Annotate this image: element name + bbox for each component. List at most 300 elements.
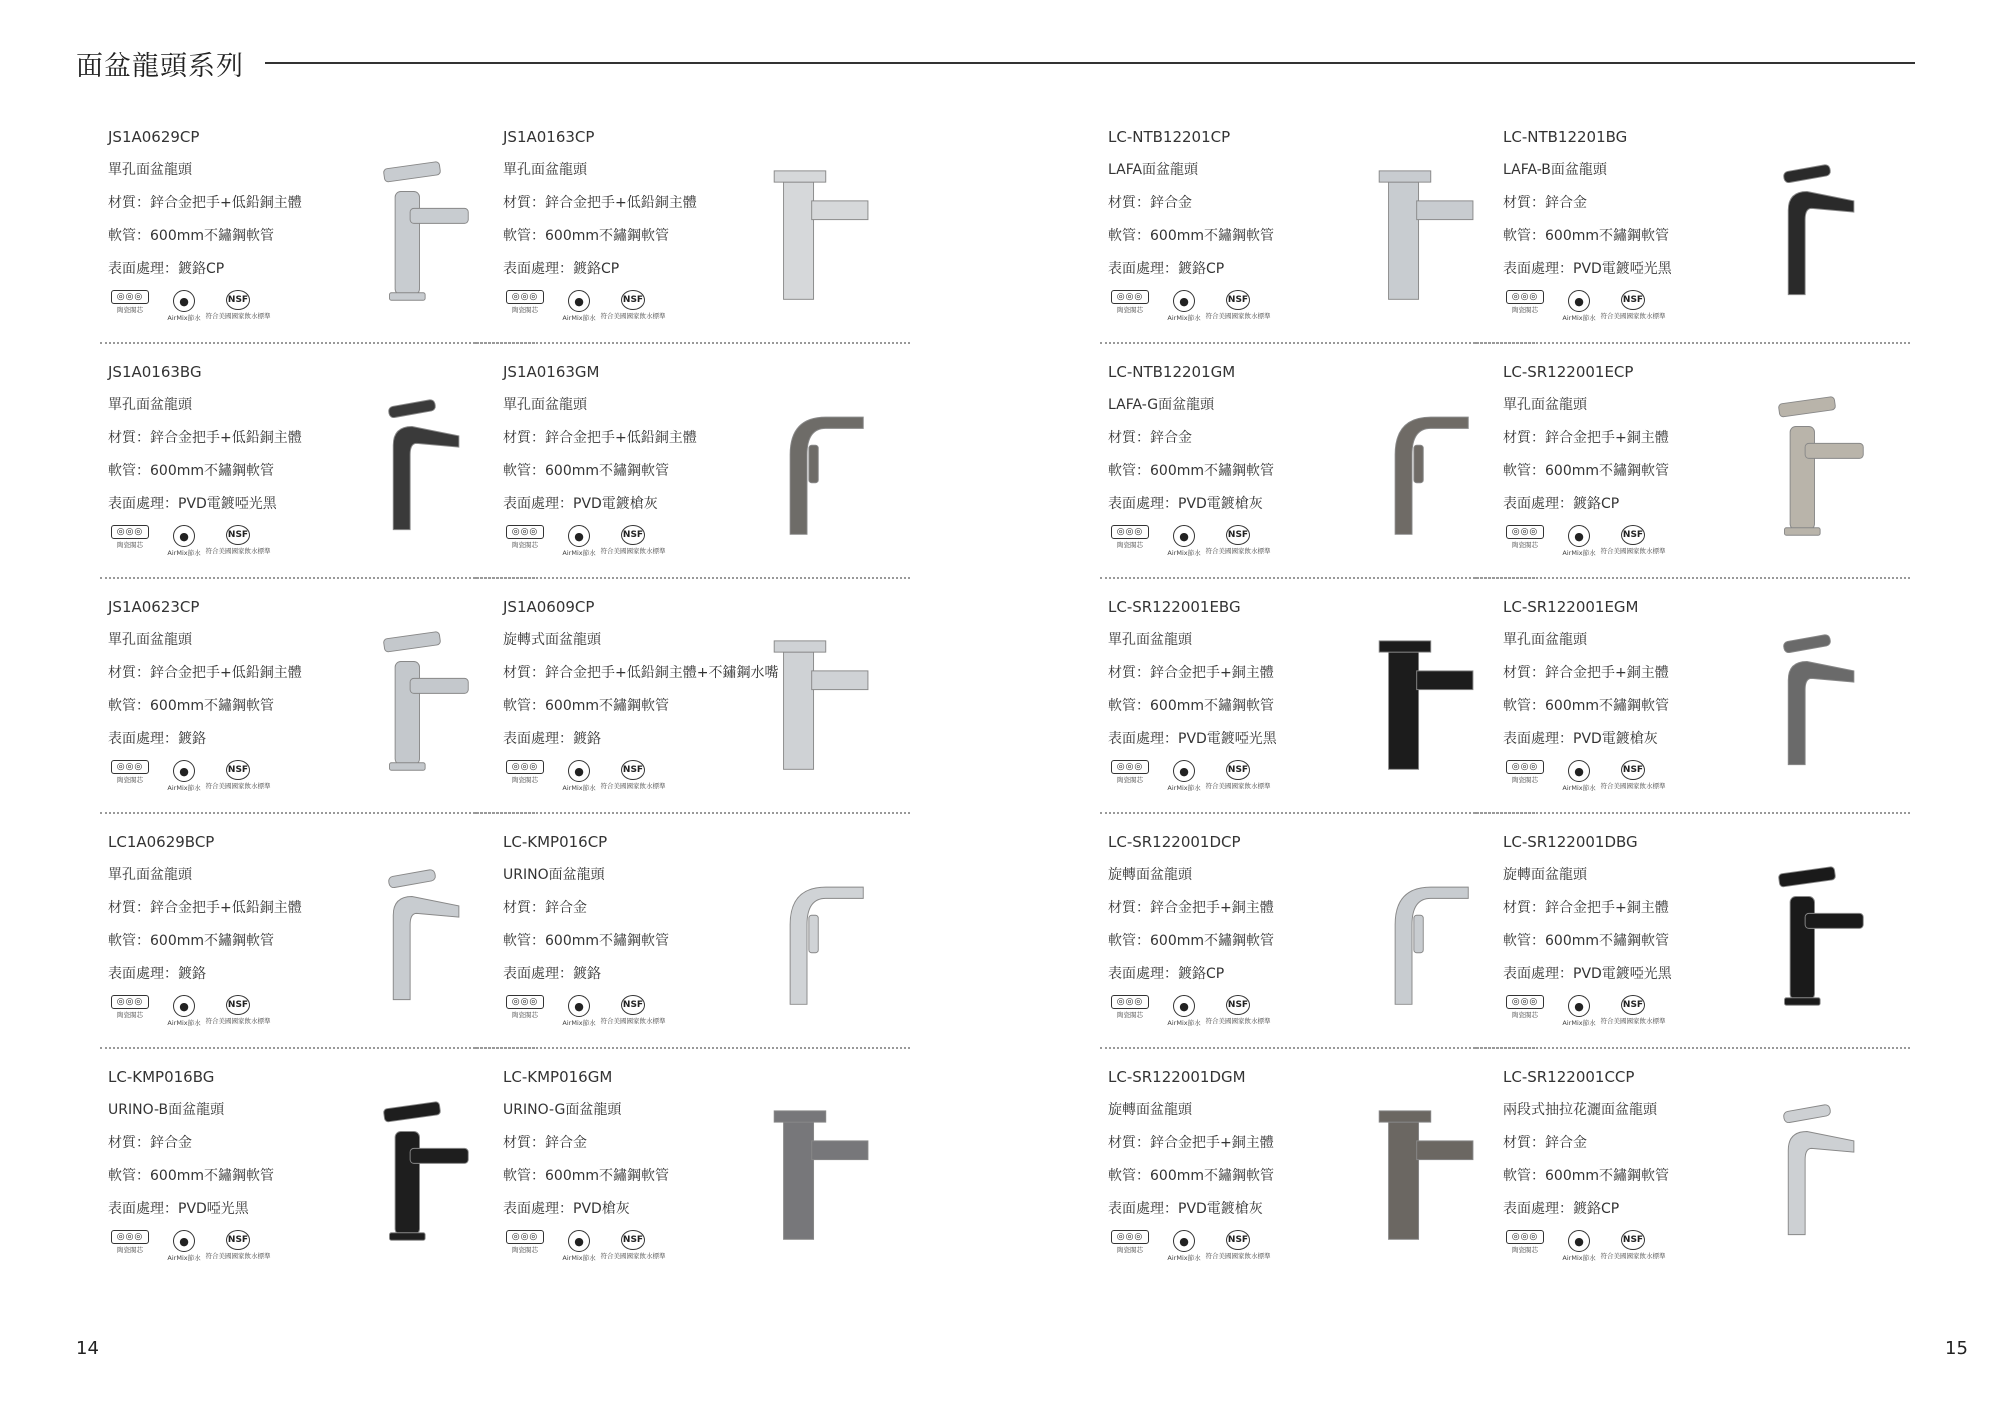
feature-badge [205, 1230, 271, 1261]
feature-badge [1108, 995, 1152, 1020]
nsf-badge-icon: NSF [1621, 290, 1645, 310]
product-card [495, 1055, 890, 1290]
feature-label: 符合美國國家飲水標準 [1600, 312, 1666, 320]
feature-badge [162, 1230, 206, 1263]
product-card [100, 115, 495, 350]
feature-label: AirMix節水 [1562, 1254, 1596, 1262]
feature-icons [1503, 290, 1743, 323]
feature-label: 符合美國國家飲水標準 [205, 312, 271, 320]
faucet-image [732, 854, 882, 1014]
feature-badge [162, 760, 206, 793]
feature-label: AirMix節水 [562, 314, 596, 322]
feature-icons [503, 1230, 743, 1263]
faucet-image [1337, 1089, 1487, 1249]
feature-label: 陶瓷閥芯 [1117, 776, 1143, 784]
airmix-drop-icon: ● [1173, 1230, 1195, 1252]
faucet-image [337, 149, 487, 309]
ceramic-cartridge-icon: ◎◎◎ [506, 1230, 544, 1244]
feature-label: AirMix節水 [1167, 1254, 1201, 1262]
product-name: 單孔面盆龍頭 [1108, 632, 1192, 648]
feature-badge [108, 995, 152, 1020]
product-finish: 表面處理：鍍鉻CP [1503, 496, 1620, 512]
product-finish: 表面處理：鍍鉻 [503, 966, 601, 982]
feature-label: 陶瓷閥芯 [1117, 1246, 1143, 1254]
feature-badge [1503, 995, 1547, 1020]
feature-icons [108, 760, 348, 793]
feature-badge [1162, 760, 1206, 793]
feature-badge [503, 1230, 547, 1255]
feature-label: AirMix節水 [562, 1254, 596, 1262]
feature-label: 陶瓷閥芯 [117, 1246, 143, 1254]
feature-badge [108, 525, 152, 550]
product-card [1100, 350, 1495, 585]
product-code: LC-SR122001DBG [1503, 833, 1638, 851]
product-material: 材質：鋅合金把手+低鉛銅主體 [503, 195, 697, 211]
product-code: LC-NTB12201CP [1108, 128, 1231, 146]
product-info [1108, 363, 1348, 558]
product-info [1108, 128, 1348, 323]
product-hose: 軟管：600mm不鏽鋼軟管 [1108, 228, 1274, 244]
product-card [1495, 115, 1890, 350]
product-code: LC-KMP016GM [503, 1068, 613, 1086]
product-name: 單孔面盆龍頭 [108, 632, 192, 648]
feature-label: AirMix節水 [562, 549, 596, 557]
page-number-right: 15 [1945, 1338, 1968, 1359]
feature-label: AirMix節水 [167, 314, 201, 322]
feature-label: 符合美國國家飲水標準 [1205, 1252, 1271, 1260]
feature-label: AirMix節水 [562, 784, 596, 792]
product-code: LC-SR122001DGM [1108, 1068, 1246, 1086]
product-material: 材質：鋅合金 [108, 1135, 192, 1151]
feature-badge [108, 1230, 152, 1255]
product-finish: 表面處理：鍍鉻 [108, 731, 206, 747]
feature-badge [557, 1230, 601, 1263]
product-hose: 軟管：600mm不鏽鋼軟管 [1108, 933, 1274, 949]
product-material: 材質：鋅合金把手+低鉛銅主體 [503, 430, 697, 446]
feature-badge [600, 290, 666, 321]
feature-label: 陶瓷閥芯 [117, 1011, 143, 1019]
feature-label: AirMix節水 [1562, 784, 1596, 792]
airmix-drop-icon: ● [173, 525, 195, 547]
product-card [100, 1055, 495, 1290]
product-finish: 表面處理：PVD電鍍槍灰 [1108, 1201, 1263, 1217]
product-finish: 表面處理：PVD槍灰 [503, 1201, 630, 1217]
product-code: JS1A0163BG [108, 363, 202, 381]
product-card [1100, 1055, 1495, 1290]
feature-badge [1600, 760, 1666, 791]
feature-label: 陶瓷閥芯 [1117, 306, 1143, 314]
right-page-grid [1100, 115, 1890, 1290]
feature-badge [1162, 290, 1206, 323]
product-info [1503, 598, 1743, 793]
product-card [495, 350, 890, 585]
product-hose: 軟管：600mm不鏽鋼軟管 [1503, 463, 1669, 479]
product-info [1108, 598, 1348, 793]
airmix-drop-icon: ● [173, 760, 195, 782]
feature-label: AirMix節水 [562, 1019, 596, 1027]
product-material: 材質：鋅合金 [1108, 430, 1192, 446]
feature-badge [1600, 525, 1666, 556]
feature-badge [1557, 995, 1601, 1028]
product-info [1108, 1068, 1348, 1263]
product-info [108, 1068, 348, 1263]
feature-icons [503, 290, 743, 323]
feature-badge [1503, 760, 1547, 785]
airmix-drop-icon: ● [173, 1230, 195, 1252]
product-info [1503, 833, 1743, 1028]
feature-label: 符合美國國家飲水標準 [1600, 1252, 1666, 1260]
faucet-image [1337, 384, 1487, 544]
product-name: URINO面盆龍頭 [503, 867, 605, 883]
faucet-image [1337, 149, 1487, 309]
product-info [1503, 363, 1743, 558]
nsf-badge-icon: NSF [1226, 525, 1250, 545]
nsf-badge-icon: NSF [226, 290, 250, 310]
feature-badge [503, 760, 547, 785]
airmix-drop-icon: ● [568, 525, 590, 547]
airmix-drop-icon: ● [1173, 290, 1195, 312]
feature-label: 符合美國國家飲水標準 [1205, 1017, 1271, 1025]
product-info [503, 363, 743, 558]
ceramic-cartridge-icon: ◎◎◎ [506, 525, 544, 539]
feature-label: 陶瓷閥芯 [1117, 541, 1143, 549]
product-hose: 軟管：600mm不鏽鋼軟管 [108, 698, 274, 714]
feature-label: 符合美國國家飲水標準 [1600, 782, 1666, 790]
ceramic-cartridge-icon: ◎◎◎ [1111, 290, 1149, 304]
feature-badge [1162, 525, 1206, 558]
faucet-image [1732, 149, 1882, 309]
feature-badge [557, 995, 601, 1028]
product-info [108, 128, 348, 323]
feature-badge [162, 525, 206, 558]
feature-icons [108, 995, 348, 1028]
airmix-drop-icon: ● [173, 995, 195, 1017]
product-code: LC-SR122001EBG [1108, 598, 1241, 616]
feature-badge [600, 525, 666, 556]
product-name: 單孔面盆龍頭 [1503, 632, 1587, 648]
product-material: 材質：鋅合金 [503, 1135, 587, 1151]
product-name: 單孔面盆龍頭 [108, 397, 192, 413]
feature-icons [1108, 760, 1348, 793]
product-material: 材質：鋅合金 [1503, 1135, 1587, 1151]
ceramic-cartridge-icon: ◎◎◎ [1506, 995, 1544, 1009]
feature-badge [600, 995, 666, 1026]
feature-badge [1600, 290, 1666, 321]
nsf-badge-icon: NSF [1226, 1230, 1250, 1250]
left-page-grid [100, 115, 890, 1290]
nsf-badge-icon: NSF [621, 995, 645, 1015]
product-hose: 軟管：600mm不鏽鋼軟管 [503, 1168, 669, 1184]
feature-label: AirMix節水 [167, 784, 201, 792]
product-name: 旋轉式面盆龍頭 [503, 632, 601, 648]
product-card [1495, 585, 1890, 820]
product-finish: 表面處理：鍍鉻 [108, 966, 206, 982]
feature-badge [1108, 1230, 1152, 1255]
airmix-drop-icon: ● [173, 290, 195, 312]
airmix-drop-icon: ● [568, 1230, 590, 1252]
product-code: LC-SR122001ECP [1503, 363, 1634, 381]
product-card [495, 820, 890, 1055]
product-name: LAFA-B面盆龍頭 [1503, 162, 1607, 178]
product-finish: 表面處理：PVD電鍍啞光黑 [1503, 966, 1672, 982]
ceramic-cartridge-icon: ◎◎◎ [506, 995, 544, 1009]
feature-label: AirMix節水 [1562, 1019, 1596, 1027]
airmix-drop-icon: ● [1568, 995, 1590, 1017]
product-hose: 軟管：600mm不鏽鋼軟管 [1503, 933, 1669, 949]
product-name: 單孔面盆龍頭 [1503, 397, 1587, 413]
airmix-drop-icon: ● [1568, 290, 1590, 312]
feature-label: 陶瓷閥芯 [1117, 1011, 1143, 1019]
product-info [503, 1068, 743, 1263]
feature-label: 陶瓷閥芯 [1512, 306, 1538, 314]
product-finish: 表面處理：PVD電鍍啞光黑 [1108, 731, 1277, 747]
feature-icons [1503, 525, 1743, 558]
faucet-image [1732, 854, 1882, 1014]
feature-badge [503, 525, 547, 550]
feature-badge [557, 760, 601, 793]
nsf-badge-icon: NSF [1226, 290, 1250, 310]
airmix-drop-icon: ● [1568, 525, 1590, 547]
product-name: URINO-B面盆龍頭 [108, 1102, 225, 1118]
feature-label: 陶瓷閥芯 [1512, 776, 1538, 784]
feature-badge [503, 290, 547, 315]
product-code: LC1A0629BCP [108, 833, 215, 851]
feature-label: 符合美國國家飲水標準 [205, 1017, 271, 1025]
product-hose: 軟管：600mm不鏽鋼軟管 [108, 1168, 274, 1184]
product-hose: 軟管：600mm不鏽鋼軟管 [1503, 228, 1669, 244]
product-name: 旋轉面盆龍頭 [1108, 1102, 1192, 1118]
airmix-drop-icon: ● [1173, 525, 1195, 547]
feature-label: 符合美國國家飲水標準 [600, 312, 666, 320]
feature-badge [1557, 760, 1601, 793]
product-code: JS1A0623CP [108, 598, 200, 616]
feature-icons [1503, 760, 1743, 793]
page-number-left: 14 [76, 1338, 99, 1359]
product-code: LC-NTB12201BG [1503, 128, 1628, 146]
airmix-drop-icon: ● [1568, 760, 1590, 782]
ceramic-cartridge-icon: ◎◎◎ [111, 760, 149, 774]
nsf-badge-icon: NSF [1226, 995, 1250, 1015]
product-material: 材質：鋅合金把手+銅主體 [1503, 430, 1669, 446]
product-finish: 表面處理：鍍鉻CP [1108, 261, 1225, 277]
product-material: 材質：鋅合金把手+銅主體 [1108, 1135, 1274, 1151]
product-card [495, 115, 890, 350]
ceramic-cartridge-icon: ◎◎◎ [111, 1230, 149, 1244]
product-finish: 表面處理：鍍鉻CP [503, 261, 620, 277]
feature-icons [1503, 995, 1743, 1028]
feature-label: 符合美國國家飲水標準 [600, 1017, 666, 1025]
product-name: 單孔面盆龍頭 [108, 867, 192, 883]
airmix-drop-icon: ● [1173, 995, 1195, 1017]
product-finish: 表面處理：鍍鉻 [503, 731, 601, 747]
feature-badge [1108, 290, 1152, 315]
feature-label: AirMix節水 [1562, 314, 1596, 322]
product-hose: 軟管：600mm不鏽鋼軟管 [1503, 1168, 1669, 1184]
ceramic-cartridge-icon: ◎◎◎ [506, 760, 544, 774]
product-info [108, 833, 348, 1028]
feature-icons [1108, 290, 1348, 323]
product-info [108, 598, 348, 793]
feature-icons [108, 290, 348, 323]
product-hose: 軟管：600mm不鏽鋼軟管 [1503, 698, 1669, 714]
nsf-badge-icon: NSF [1621, 525, 1645, 545]
ceramic-cartridge-icon: ◎◎◎ [1506, 760, 1544, 774]
airmix-drop-icon: ● [1568, 1230, 1590, 1252]
product-info [108, 363, 348, 558]
feature-label: 符合美國國家飲水標準 [1205, 782, 1271, 790]
feature-icons [1503, 1230, 1743, 1263]
feature-badge [557, 525, 601, 558]
product-card [100, 820, 495, 1055]
faucet-image [732, 384, 882, 544]
feature-label: 符合美國國家飲水標準 [205, 782, 271, 790]
feature-icons [1108, 995, 1348, 1028]
nsf-badge-icon: NSF [1226, 760, 1250, 780]
product-material: 材質：鋅合金把手+低鉛銅主體 [108, 430, 302, 446]
ceramic-cartridge-icon: ◎◎◎ [1506, 290, 1544, 304]
feature-label: AirMix節水 [1167, 784, 1201, 792]
ceramic-cartridge-icon: ◎◎◎ [1111, 1230, 1149, 1244]
product-name: LAFA-G面盆龍頭 [1108, 397, 1215, 413]
feature-label: 陶瓷閥芯 [512, 541, 538, 549]
feature-badge [205, 525, 271, 556]
product-code: JS1A0609CP [503, 598, 595, 616]
feature-label: 陶瓷閥芯 [117, 541, 143, 549]
feature-badge [503, 995, 547, 1020]
feature-label: 陶瓷閥芯 [512, 1246, 538, 1254]
nsf-badge-icon: NSF [621, 525, 645, 545]
product-info [1503, 1068, 1743, 1263]
feature-badge [205, 760, 271, 791]
feature-badge [600, 760, 666, 791]
feature-badge [1557, 525, 1601, 558]
product-code: LC-KMP016CP [503, 833, 608, 851]
header-rule [265, 62, 1915, 64]
product-hose: 軟管：600mm不鏽鋼軟管 [503, 933, 669, 949]
ceramic-cartridge-icon: ◎◎◎ [1506, 525, 1544, 539]
feature-badge [1108, 525, 1152, 550]
feature-badge [1205, 760, 1271, 791]
feature-label: 符合美國國家飲水標準 [600, 1252, 666, 1260]
feature-label: AirMix節水 [1167, 314, 1201, 322]
feature-label: 符合美國國家飲水標準 [600, 782, 666, 790]
product-card [100, 585, 495, 820]
feature-label: 符合美國國家飲水標準 [205, 547, 271, 555]
product-material: 材質：鋅合金把手+低鉛銅主體 [108, 665, 302, 681]
feature-badge [1205, 525, 1271, 556]
feature-label: AirMix節水 [167, 1254, 201, 1262]
product-finish: 表面處理：PVD電鍍槍灰 [503, 496, 658, 512]
feature-badge [205, 995, 271, 1026]
faucet-image [732, 1089, 882, 1249]
product-material: 材質：鋅合金把手+低鉛銅主體 [108, 195, 302, 211]
feature-badge [557, 290, 601, 323]
feature-badge [1600, 995, 1666, 1026]
product-material: 材質：鋅合金 [503, 900, 587, 916]
product-material: 材質：鋅合金 [1503, 195, 1587, 211]
feature-badge [108, 760, 152, 785]
feature-label: 符合美國國家飲水標準 [205, 1252, 271, 1260]
feature-icons [503, 760, 743, 793]
feature-badge [1205, 1230, 1271, 1261]
product-name: 旋轉面盆龍頭 [1108, 867, 1192, 883]
faucet-image [337, 619, 487, 779]
feature-label: 陶瓷閥芯 [512, 776, 538, 784]
product-finish: 表面處理：鍍鉻CP [1108, 966, 1225, 982]
feature-label: AirMix節水 [1167, 549, 1201, 557]
product-finish: 表面處理：PVD電鍍啞光黑 [1503, 261, 1672, 277]
product-code: JS1A0163GM [503, 363, 600, 381]
feature-badge [162, 290, 206, 323]
page-title: 面盆龍頭系列 [76, 51, 244, 82]
feature-badge [1557, 1230, 1601, 1263]
faucet-image [732, 619, 882, 779]
product-finish: 表面處理：鍍鉻CP [108, 261, 225, 277]
faucet-image [1732, 619, 1882, 779]
product-info [503, 598, 779, 793]
feature-label: 符合美國國家飲水標準 [1205, 547, 1271, 555]
feature-label: 陶瓷閥芯 [117, 776, 143, 784]
ceramic-cartridge-icon: ◎◎◎ [111, 290, 149, 304]
faucet-image [1337, 619, 1487, 779]
feature-label: 陶瓷閥芯 [1512, 1011, 1538, 1019]
product-card [1495, 350, 1890, 585]
product-card [495, 585, 890, 820]
ceramic-cartridge-icon: ◎◎◎ [1111, 995, 1149, 1009]
feature-badge [1205, 290, 1271, 321]
product-material: 材質：鋅合金把手+銅主體 [1108, 900, 1274, 916]
product-info [503, 128, 743, 323]
nsf-badge-icon: NSF [226, 995, 250, 1015]
ceramic-cartridge-icon: ◎◎◎ [111, 525, 149, 539]
feature-badge [108, 290, 152, 315]
feature-label: AirMix節水 [167, 1019, 201, 1027]
feature-label: 符合美國國家飲水標準 [1600, 547, 1666, 555]
ceramic-cartridge-icon: ◎◎◎ [506, 290, 544, 304]
feature-badge [1600, 1230, 1666, 1261]
product-info [503, 833, 743, 1028]
product-name: 旋轉面盆龍頭 [1503, 867, 1587, 883]
product-material: 材質：鋅合金把手+銅主體 [1503, 900, 1669, 916]
feature-icons [503, 995, 743, 1028]
airmix-drop-icon: ● [1173, 760, 1195, 782]
product-card [1100, 115, 1495, 350]
faucet-image [337, 1089, 487, 1249]
product-hose: 軟管：600mm不鏽鋼軟管 [1108, 463, 1274, 479]
product-card [1100, 585, 1495, 820]
feature-icons [1108, 525, 1348, 558]
product-finish: 表面處理：鍍鉻CP [1503, 1201, 1620, 1217]
faucet-image [732, 149, 882, 309]
feature-label: 陶瓷閥芯 [117, 306, 143, 314]
nsf-badge-icon: NSF [1621, 760, 1645, 780]
feature-label: 陶瓷閥芯 [512, 306, 538, 314]
product-hose: 軟管：600mm不鏽鋼軟管 [503, 698, 669, 714]
feature-icons [503, 525, 743, 558]
faucet-image [337, 854, 487, 1014]
product-code: LC-NTB12201GM [1108, 363, 1236, 381]
feature-badge [1503, 1230, 1547, 1255]
product-finish: 表面處理：PVD電鍍槍灰 [1503, 731, 1658, 747]
feature-badge [205, 290, 271, 321]
feature-badge [1205, 995, 1271, 1026]
product-code: LC-SR122001DCP [1108, 833, 1241, 851]
product-finish: 表面處理：PVD電鍍啞光黑 [108, 496, 277, 512]
feature-badge [1503, 525, 1547, 550]
product-info [1108, 833, 1348, 1028]
product-finish: 表面處理：PVD啞光黑 [108, 1201, 249, 1217]
feature-badge [1108, 760, 1152, 785]
